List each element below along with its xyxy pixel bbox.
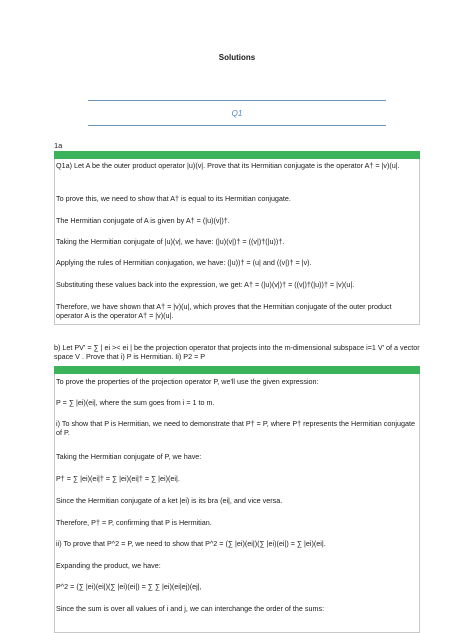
q1b-para-3: i) To show that P is Hermitian, we need to demonstrate that P† = P, where P† represents the Hermitian conjugate of P. [56, 419, 415, 437]
part-label: 1a [54, 141, 63, 150]
q1b-para-5: P† = ∑ |ei)(ei|† = ∑ |ei)(ei|† = ∑ |ei)(ei|. [56, 474, 180, 483]
q1b-para-10: P^2 = (∑ |ei)(ei|)(∑ |ei)(ei|) = ∑ ∑ |ei)(ei|ej)(ej|, [56, 582, 202, 591]
document-title: Solutions [218, 53, 256, 62]
section-heading: Q1 [231, 109, 243, 118]
q1a-para-2: The Hermitian conjugate of A is given by A† = (|u)(v|)†. [56, 216, 230, 225]
q1b-para-2: P = ∑ |ei)(ei|, where the sum goes from i = 1 to m. [56, 398, 215, 407]
section-rule-top [88, 100, 386, 101]
q1b-para-4: Taking the Hermitian conjugate of P, we have: [56, 452, 202, 461]
answer-bar-1a [54, 151, 420, 159]
q1b-para-11: Since the sum is over all values of i and j, we can interchange the order of the sums: [56, 604, 325, 613]
q1a-para-1: To prove this, we need to show that A† is equal to its Hermitian conjugate. [56, 194, 291, 203]
q1b-para-1: To prove the properties of the projection operator P, we'll use the given expression: [56, 377, 319, 386]
q1b-para-9: Expanding the product, we have: [56, 561, 161, 570]
q1a-para-6: Therefore, we have shown that A† = |v)(u|, which proves that the Hermitian conjugate of the outer product operator A is the operator A† = |v)(u|. [56, 302, 392, 320]
answer-bar-1b [54, 366, 420, 374]
q1a-question: Q1a) Let A be the outer product operator |u)(v|. Prove that its Hermitian conjugate is the operator A† = |v)(u|. [56, 161, 400, 170]
q1b-question: b) Let PV' = ∑ | ei >< ei | be the projection operator that projects into the m-dimensional subspace i=1 V' of a vector space V . Prove that i) P is Hermitian. Ii) P2 = P [54, 343, 420, 361]
q1a-para-5: Substituting these values back into the expression, we get: A† = (|u)(v|)† = ((v|)†(|u))† = |v)(u|. [56, 280, 355, 289]
q1b-para-6: Since the Hermitian conjugate of a ket |ei) is its bra (ei|, and vice versa. [56, 496, 283, 505]
q1a-para-3: Taking the Hermitian conjugate of |u)(v|, we have: (|u)(v|)† = ((v|)†(|u))†. [56, 237, 285, 246]
q1a-para-4: Applying the rules of Hermitian conjugation, we have: (|u))† = (u| and ((v|)† = |v). [56, 258, 312, 267]
q1b-para-8: ii) To prove that P^2 = P, we need to show that P^2 = (∑ |ei)(ei|)(∑ |ei)(ei|) = ∑ |ei)(ei|. [56, 539, 326, 548]
section-rule-bottom [88, 125, 386, 126]
q1b-para-7: Therefore, P† = P, confirming that P is Hermitian. [56, 518, 212, 527]
